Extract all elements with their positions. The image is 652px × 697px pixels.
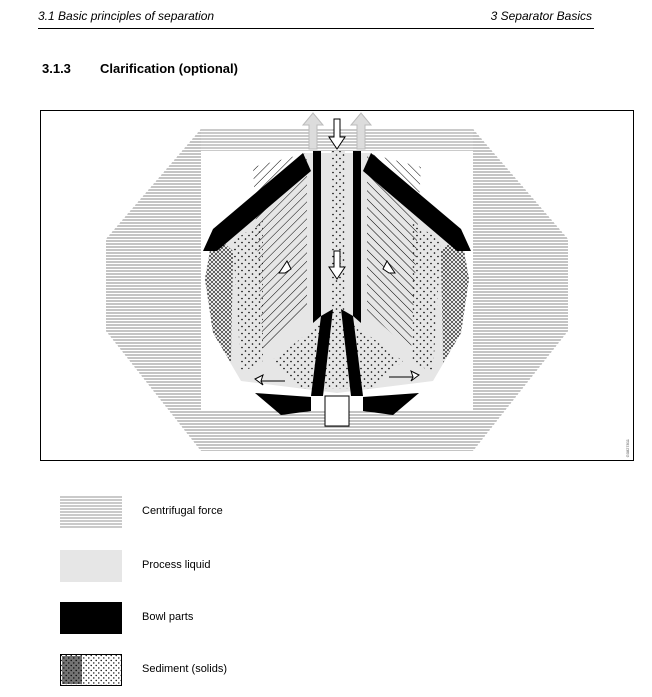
separator-bowl-diagram [41, 111, 633, 460]
legend-item-bowl-parts [60, 602, 360, 634]
sediment-swatch [60, 654, 122, 686]
legend-item-centrifugal-force [60, 496, 360, 528]
sediment-right [441, 233, 469, 363]
header-chapter-title: 3 Separator Basics [490, 9, 592, 23]
bowl-parts-swatch [60, 602, 122, 634]
sediment-center [331, 151, 345, 321]
header-section-title: 3.1 Basic principles of separation [38, 9, 215, 23]
legend-item-sediment [60, 654, 360, 686]
inner-tube-right [353, 151, 361, 323]
centrifugal-force-swatch [60, 496, 122, 528]
legend-item-process-liquid [60, 550, 360, 582]
running-header [38, 6, 594, 29]
centrifugal-force-left [106, 129, 201, 451]
sediment-left [205, 233, 233, 363]
legend-label: Process liquid [142, 559, 211, 571]
process-liquid-swatch [60, 550, 122, 582]
legend-label: Centrifugal force [142, 505, 223, 517]
section-heading [42, 61, 238, 76]
section-title: Clarification (optional) [100, 61, 238, 76]
clarification-figure [40, 110, 634, 461]
legend-label: Bowl parts [142, 611, 194, 623]
inner-tube-left [313, 151, 321, 323]
figure-code: G0827811 [625, 438, 630, 457]
section-number: 3.1.3 [42, 61, 71, 76]
centrifugal-force-right [473, 129, 568, 451]
legend-label: Sediment (solids) [142, 663, 227, 675]
spindle [325, 396, 349, 426]
